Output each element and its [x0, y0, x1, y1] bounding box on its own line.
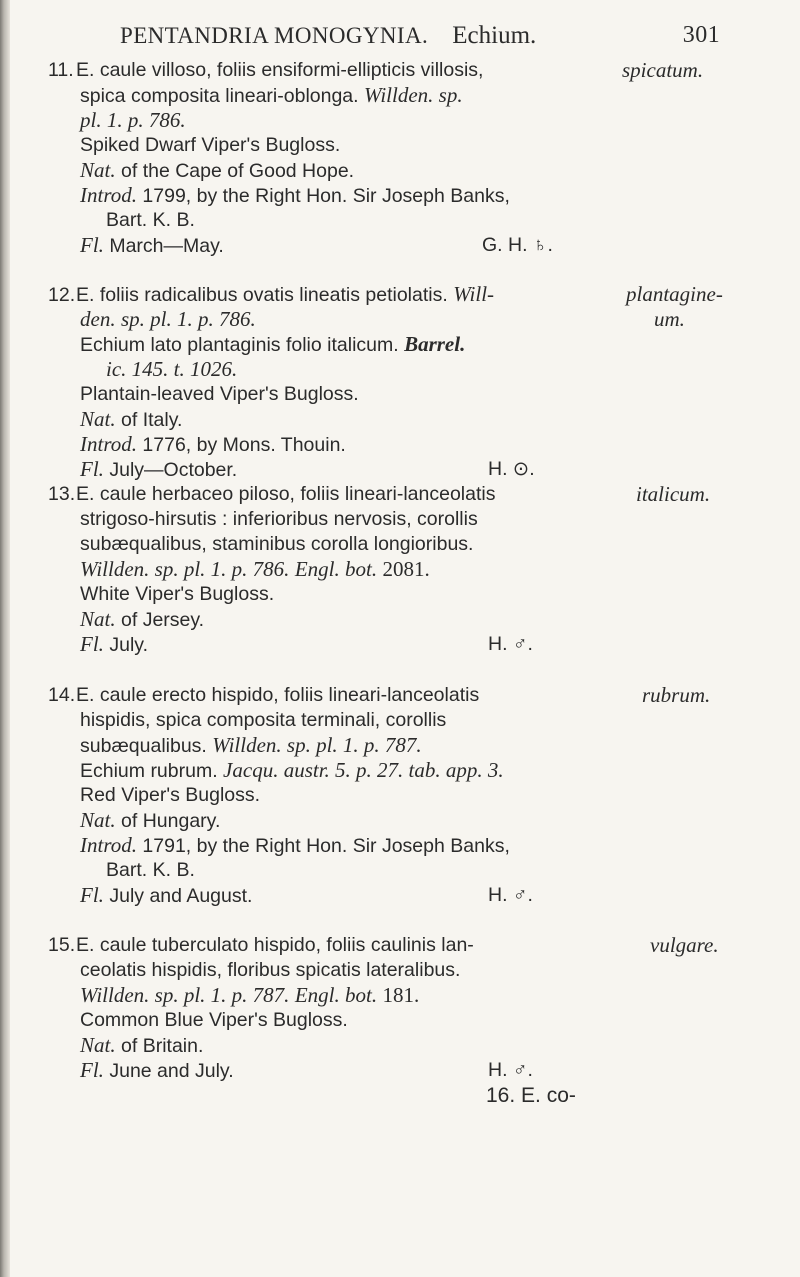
- genus-title: Echium.: [452, 22, 537, 49]
- willden-reference: Willden. sp. pl. 1. p. 787.: [212, 733, 422, 757]
- flowering-time: July and August.: [109, 885, 253, 907]
- jacquin-reference: Jacqu. austr. 5. p. 27. tab. app. 3.: [223, 758, 504, 782]
- trivial-name: italicum.: [636, 482, 711, 506]
- introd-label: Introd.: [80, 833, 137, 857]
- entry-line: [48, 482, 768, 507]
- entry-line: [48, 382, 768, 407]
- species-entry-15: [48, 933, 768, 1108]
- entry-line: [48, 307, 768, 332]
- entry-line: [48, 282, 768, 307]
- fl-label: Fl.: [80, 457, 104, 481]
- habitat-code: G. H. ♄.: [482, 234, 553, 256]
- english-name: White Viper's Bugloss.: [80, 583, 275, 605]
- entry-line: [48, 108, 768, 133]
- entry-line: [48, 1008, 768, 1033]
- willden-reference: Willden. sp. pl. 1. p. 787.: [80, 983, 290, 1007]
- trivial-name: rubrum.: [642, 683, 711, 707]
- native-region: of Hungary.: [121, 810, 221, 832]
- entry-line: [48, 332, 768, 357]
- nat-label: Nat.: [80, 808, 116, 832]
- entry-line: [48, 357, 768, 382]
- entry-number: 13.: [48, 483, 76, 505]
- species-entry-11: [48, 58, 768, 258]
- entry-line: [48, 208, 768, 233]
- habitat-code: H. ♂.: [488, 884, 533, 906]
- introduction-text: 1791, by the Right Hon. Sir Joseph Banks,: [142, 835, 510, 857]
- diagnosis-text: subæqualibus, staminibus corolla longioribus.: [80, 533, 474, 555]
- class-title: PENTANDRIA MONOGYNIA.: [120, 23, 429, 48]
- plate-reference: pl. 1. p. 786.: [80, 108, 186, 132]
- entry-number: 11.: [48, 59, 74, 81]
- willden-reference: den.: [80, 307, 116, 331]
- flowering-time: March—May.: [109, 235, 224, 257]
- entry-line: [48, 557, 768, 582]
- introduction-text: 1799, by the Right Hon. Sir Joseph Banks,: [142, 185, 510, 207]
- entry-line: [48, 833, 768, 858]
- entry-line: [48, 133, 768, 158]
- icon-reference: ic. 145. t. 1026.: [106, 357, 238, 381]
- nat-label: Nat.: [80, 158, 116, 182]
- entry-line: [48, 183, 768, 208]
- fl-label: Fl.: [80, 632, 104, 656]
- engl-bot-reference: Engl. bot.: [294, 983, 378, 1007]
- habitat-code: H. ♂.: [488, 633, 533, 655]
- engl-bot-reference: Engl. bot.: [294, 557, 378, 581]
- introduction-text: 1776, by Mons. Thouin.: [142, 434, 346, 456]
- habitat-code: H. ⊙.: [488, 458, 535, 480]
- synonym: Echium rubrum.: [80, 760, 218, 782]
- native-region: of Britain.: [121, 1035, 204, 1057]
- diagnosis-text: E. caule villoso, foliis ensiformi-ellipticis villosis,: [76, 59, 484, 81]
- native-region: of Italy.: [121, 409, 183, 431]
- english-name: Common Blue Viper's Bugloss.: [80, 1009, 348, 1031]
- diagnosis-text: E. caule tuberculato hispido, foliis caulinis lan-: [76, 934, 474, 956]
- entry-line: [48, 58, 768, 83]
- introd-label: Introd.: [80, 183, 137, 207]
- entry-line: [48, 457, 768, 482]
- flowering-time: July.: [109, 634, 148, 656]
- page-spine-shadow: [0, 0, 10, 1277]
- diagnosis-text: spica composita lineari-oblonga.: [80, 85, 359, 107]
- english-name: Plantain-leaved Viper's Bugloss.: [80, 383, 359, 405]
- introduction-text: Bart. K. B.: [106, 209, 195, 231]
- willden-reference: Willden. sp. pl. 1. p. 786.: [80, 557, 290, 581]
- plate-reference: sp. pl. 1. p. 786.: [121, 307, 256, 331]
- diagnosis-text: subæqualibus.: [80, 735, 207, 757]
- trivial-name: spicatum.: [622, 58, 704, 82]
- entry-line: [48, 233, 768, 258]
- entry-line: [48, 158, 768, 183]
- entry-line: [48, 582, 768, 607]
- trivial-name: plantagine-: [626, 282, 723, 306]
- introd-label: Introd.: [80, 432, 137, 456]
- entry-line: [48, 758, 768, 783]
- fl-label: Fl.: [80, 883, 104, 907]
- native-region: of Jersey.: [121, 609, 205, 631]
- entry-line: [48, 808, 768, 833]
- diagnosis-text: ceolatis hispidis, floribus spicatis lateralibus.: [80, 959, 461, 981]
- willden-reference: Will-: [453, 282, 495, 306]
- species-entry-13: [48, 482, 768, 657]
- entry-line: [48, 883, 768, 908]
- english-name: Red Viper's Bugloss.: [80, 784, 261, 806]
- entry-number: 15.: [48, 934, 76, 956]
- page-number: 301: [682, 22, 720, 48]
- nat-label: Nat.: [80, 1033, 116, 1057]
- diagnosis-text: E. caule erecto hispido, foliis lineari-lanceolatis: [76, 684, 480, 706]
- diagnosis-text: E. foliis radicalibus ovatis lineatis petiolatis.: [76, 284, 448, 306]
- trivial-name: um.: [654, 307, 685, 331]
- flowering-time: June and July.: [109, 1060, 234, 1082]
- willden-reference: Willden. sp.: [364, 83, 463, 107]
- fl-label: Fl.: [80, 1058, 104, 1082]
- entry-line: [48, 607, 768, 632]
- english-name: Spiked Dwarf Viper's Bugloss.: [80, 134, 341, 156]
- entry-line: [48, 507, 768, 532]
- entry-line: [48, 708, 768, 733]
- flowering-time: July—October.: [109, 459, 238, 481]
- entry-line: [48, 432, 768, 457]
- entry-line: [48, 1033, 768, 1058]
- nat-label: Nat.: [80, 407, 116, 431]
- barrel-reference: Barrel.: [404, 332, 466, 356]
- diagnosis-text: hispidis, spica composita terminali, corollis: [80, 709, 447, 731]
- entry-line: [48, 958, 768, 983]
- trivial-name: vulgare.: [650, 933, 719, 957]
- entry-line: [48, 683, 768, 708]
- entry-number: 14.: [48, 684, 76, 706]
- diagnosis-text: strigoso-hirsutis : inferioribus nervosis, corollis: [80, 508, 478, 530]
- species-entry-14: [48, 683, 768, 908]
- engl-bot-number: 2081.: [382, 557, 430, 581]
- engl-bot-number: 181.: [382, 983, 420, 1007]
- running-header: [120, 22, 720, 50]
- entry-number: 12.: [48, 284, 76, 306]
- catchword: 16. E. co-: [486, 1084, 576, 1107]
- entry-line: [48, 532, 768, 557]
- native-region: of the Cape of Good Hope.: [121, 160, 355, 182]
- synonym: Echium lato plantaginis folio italicum.: [80, 334, 399, 356]
- entry-line: [48, 783, 768, 808]
- entry-line: [48, 733, 768, 758]
- entry-line: [48, 1058, 768, 1083]
- species-entry-12: [48, 282, 768, 482]
- diagnosis-text: E. caule herbaceo piloso, foliis lineari-lanceolatis: [76, 483, 496, 505]
- entry-line: [48, 933, 768, 958]
- nat-label: Nat.: [80, 607, 116, 631]
- entry-line: [48, 83, 768, 108]
- entry-line: [48, 1083, 768, 1108]
- introduction-text: Bart. K. B.: [106, 859, 195, 881]
- habitat-code: H. ♂.: [488, 1059, 533, 1081]
- entry-line: [48, 858, 768, 883]
- fl-label: Fl.: [80, 233, 104, 257]
- entry-line: [48, 407, 768, 432]
- entry-line: [48, 632, 768, 657]
- entry-line: [48, 983, 768, 1008]
